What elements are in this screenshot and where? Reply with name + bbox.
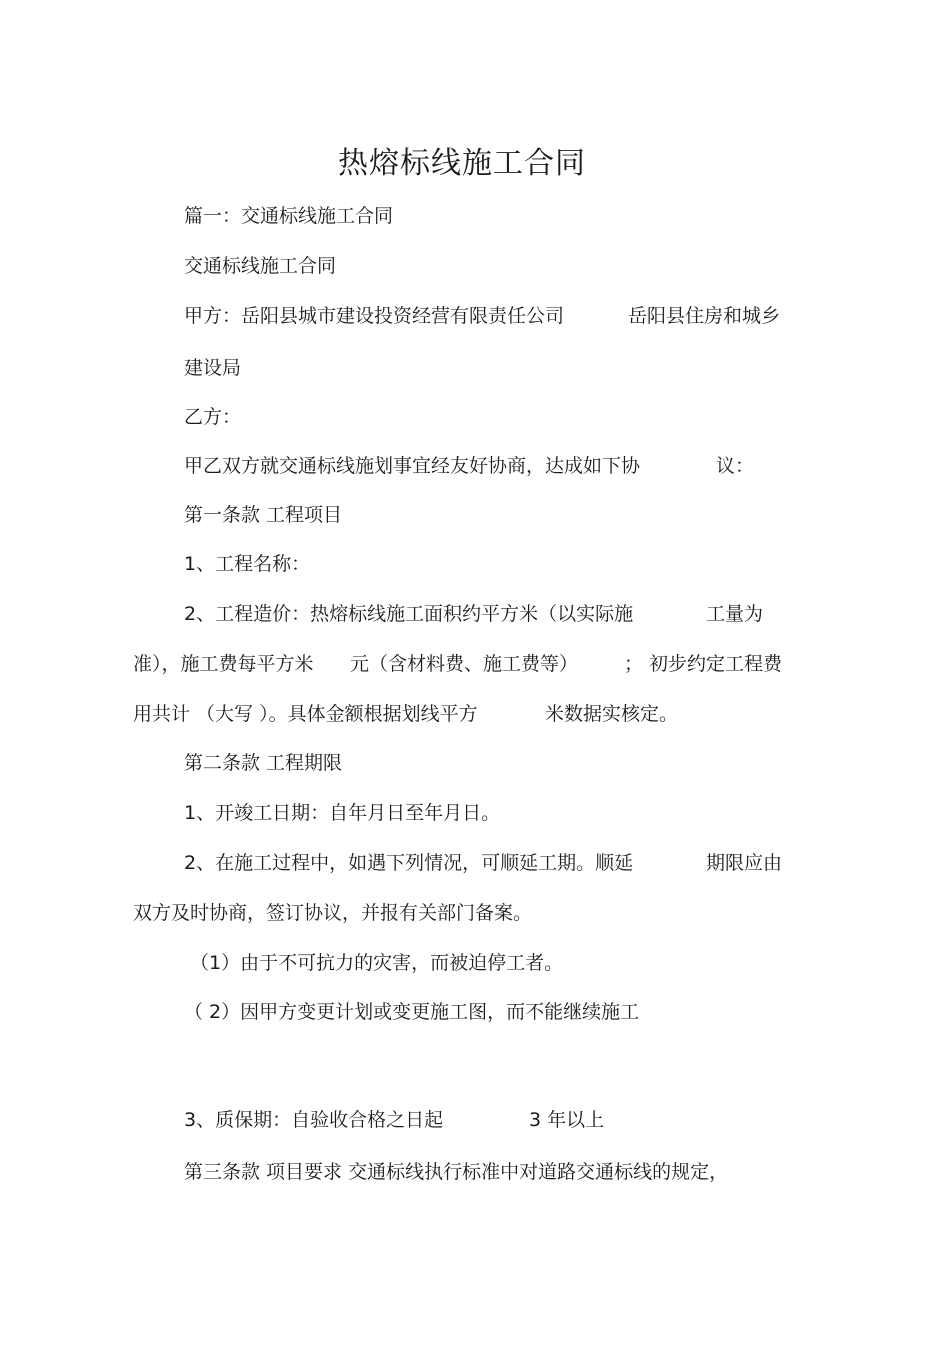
clause-2-heading: 第二条款 工程期限 <box>184 752 343 774</box>
cost-line-3b: 米数据实核定。 <box>545 703 679 725</box>
clause-1-heading: 第一条款 工程项目 <box>184 504 343 526</box>
cost-line-2c: ； 初步约定工程费 <box>624 653 783 675</box>
cost-line-3a: 用共计 （大写 ）。具体金额根据划线平方 <box>133 703 478 725</box>
project-name: 1、工程名称： <box>184 553 311 575</box>
warranty-years: 3 年以上 <box>529 1109 605 1131</box>
agreement-intro: 甲乙双方就交通标线施划事宜经友好协商，达成如下协 <box>184 455 641 477</box>
cost-line-2a: 准），施工费每平方米 <box>133 653 314 675</box>
project-cost-end: 工量为 <box>706 603 764 625</box>
extension-terms: 2、在施工过程中，如遇下列情况，可顺延工期。顺延 <box>184 852 634 874</box>
extension-terms-end: 期限应由 <box>706 852 783 874</box>
party-b-label: 乙方： <box>184 406 242 428</box>
document-title: 热熔标线施工合同 <box>338 146 586 181</box>
party-a-second: 岳阳县住房和城乡 <box>628 305 781 327</box>
contract-subtitle: 交通标线施工合同 <box>184 255 337 277</box>
party-a-continuation: 建设局 <box>184 357 242 379</box>
cost-line-2b: 元（含材料费、施工费等） <box>350 653 579 675</box>
condition-2: （ 2）因甲方变更计划或变更施工图，而不能继续施工 <box>184 1001 640 1023</box>
extension-terms-cont: 双方及时协商，签订协议，并报有关部门备案。 <box>133 902 533 924</box>
project-cost: 2、工程造价：热熔标线施工面积约平方米（以实际施 <box>184 603 634 625</box>
party-a-label: 甲方：岳阳县城市建设投资经营有限责任公司 <box>184 305 565 327</box>
clause-3-heading: 第三条款 项目要求 交通标线执行标准中对道路交通标线的规定， <box>184 1161 729 1183</box>
warranty-period: 3、质保期：自验收合格之日起 <box>184 1109 444 1131</box>
section-heading: 篇一：交通标线施工合同 <box>184 205 394 227</box>
condition-1: （1）由于不可抗力的灾害，而被迫停工者。 <box>190 952 564 974</box>
construction-dates: 1、开竣工日期：自年月日至年月日。 <box>184 802 501 824</box>
agreement-intro-end: 议： <box>716 455 755 477</box>
